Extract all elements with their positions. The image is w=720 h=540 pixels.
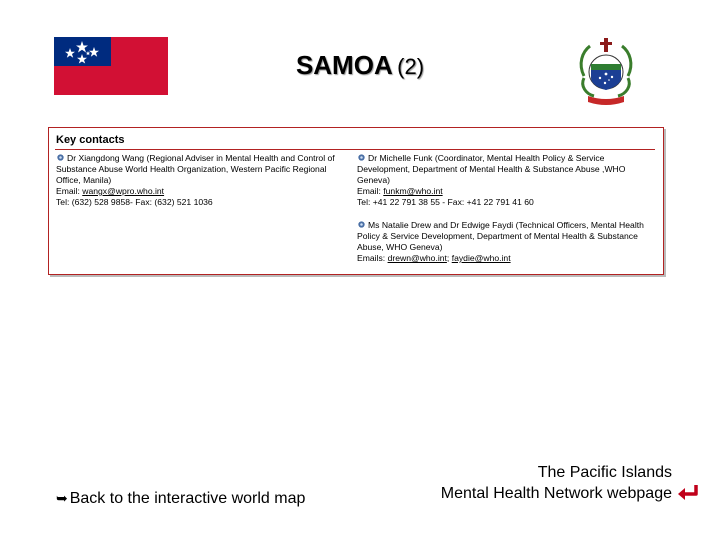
contact-text: Dr Xiangdong Wang (Regional Adviser in Mental Health and Control of Substance Abuse World Health Organization, Western Pacific Regional Office, Manila): [56, 153, 335, 185]
email-label: Email:: [56, 186, 83, 196]
contact-funk: [357, 153, 647, 208]
email-link[interactable]: wangx@wpro.who.int: [82, 186, 165, 196]
contact-wang: [56, 153, 346, 208]
contact-drew-faydi: [357, 220, 647, 264]
network-link-line2: Mental Health Network webpage: [440, 485, 672, 502]
bullet-icon: [56, 153, 65, 162]
key-contacts-heading: Key contacts: [56, 134, 125, 146]
email-link[interactable]: drewn@who.int: [387, 253, 447, 263]
contact-text: Ms Natalie Drew and Dr Edwige Faydi (Technical Officers, Mental Health Policy & Service Development, Department of Mental Health & Substance Abuse, WHO Geneva): [357, 220, 644, 252]
return-arrow-icon[interactable]: [676, 484, 700, 502]
email-link[interactable]: funkm@who.int: [383, 186, 443, 196]
samoa-coat-of-arms-icon: [574, 36, 638, 108]
back-arrow-icon: ➥: [56, 490, 68, 506]
email-link-2[interactable]: faydie@who.int: [451, 253, 511, 263]
bullet-icon: [357, 220, 366, 229]
title-main: SAMOA: [295, 50, 393, 80]
email-separator: ;: [446, 253, 452, 263]
bullet-icon: [357, 153, 366, 162]
email-label: Emails:: [357, 253, 388, 263]
key-contacts-panel: [48, 127, 664, 275]
phone-text: Tel: (632) 528 9858- Fax: (632) 521 1036: [56, 197, 213, 207]
phone-text: Tel: +41 22 791 38 55 - Fax: +41 22 791 41 60: [357, 197, 534, 207]
back-link-label: Back to the interactive world map: [69, 490, 306, 507]
title-sub: (2): [397, 54, 425, 79]
back-to-world-map-link[interactable]: [56, 490, 305, 508]
divider: [55, 149, 655, 150]
network-link-line1: The Pacific Islands: [537, 464, 672, 481]
pacific-network-link[interactable]: [441, 462, 672, 504]
email-label: Email:: [357, 186, 384, 196]
contact-text: Dr Michelle Funk (Coordinator, Mental Health Policy & Service Development, Department of Mental Health & Substance Abuse ,WHO Geneva): [357, 153, 626, 185]
